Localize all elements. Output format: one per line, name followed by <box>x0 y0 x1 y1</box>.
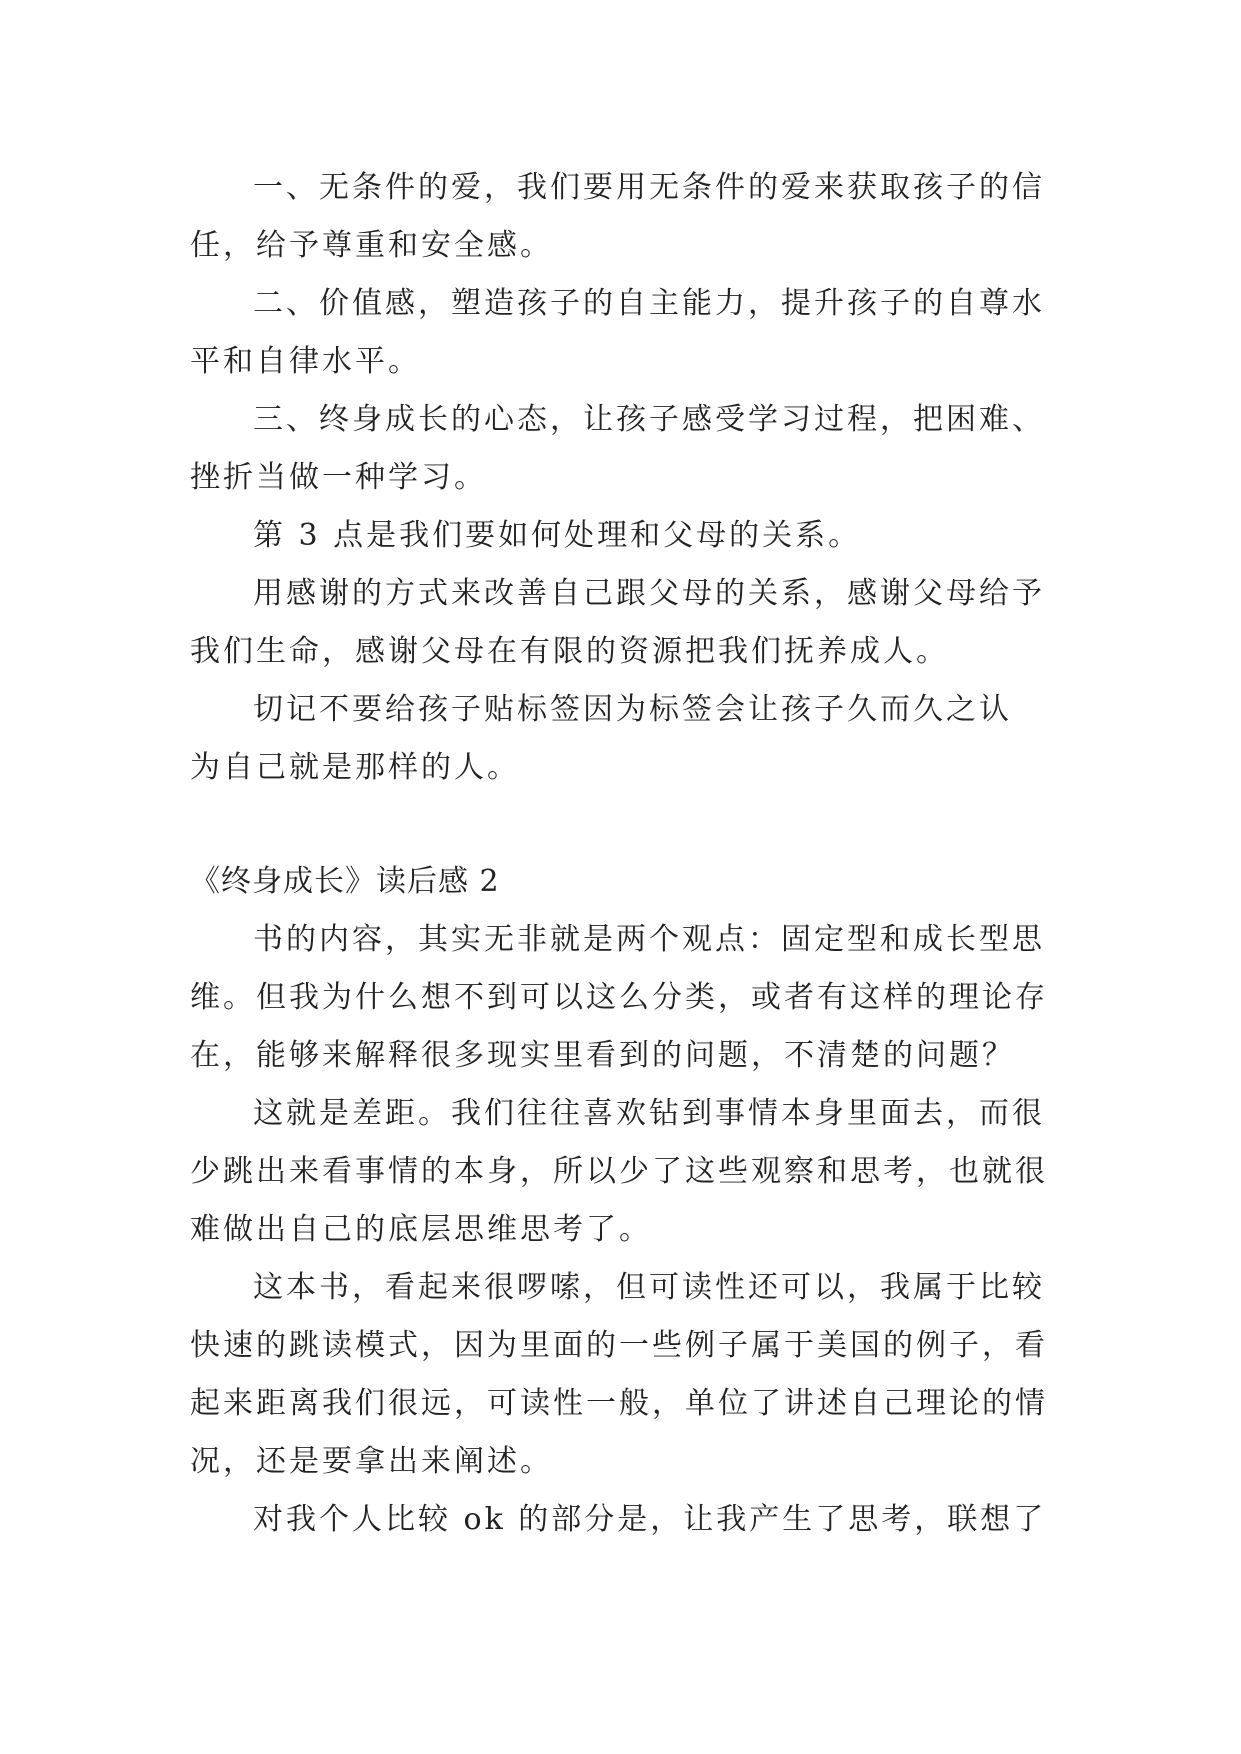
paragraph-line: 为自己就是那样的人。 <box>190 750 520 785</box>
paragraph-line: 这本书，看起来很啰嗦，但可读性还可以，我属于比较 <box>253 1270 1045 1305</box>
paragraph-line: 况，还是要拿出来阐述。 <box>190 1444 553 1479</box>
paragraph-line: 切记不要给孩子贴标签因为标签会让孩子久而久之认 <box>253 692 1012 727</box>
paragraph-line: 起来距离我们很远，可读性一般，单位了讲述自己理论的情 <box>190 1386 1048 1421</box>
paragraph-line: 对我个人比较 ok 的部分是，让我产生了思考，联想了 <box>253 1502 1047 1537</box>
section-title: 《终身成长》读后感 2 <box>190 864 500 899</box>
paragraph-line: 在，能够来解释很多现实里看到的问题，不清楚的问题？ <box>190 1038 1015 1073</box>
paragraph-line: 快速的跳读模式，因为里面的一些例子属于美国的例子，看 <box>190 1328 1048 1363</box>
paragraph-line: 少跳出来看事情的本身，所以少了这些观察和思考，也就很 <box>190 1154 1048 1189</box>
paragraph-line: 二、价值感，塑造孩子的自主能力，提升孩子的自尊水 <box>253 286 1045 321</box>
paragraph-line: 用感谢的方式来改善自己跟父母的关系，感谢父母给予 <box>253 576 1045 611</box>
paragraph-line: 这就是差距。我们往往喜欢钻到事情本身里面去，而很 <box>253 1096 1045 1131</box>
paragraph-line: 维。但我为什么想不到可以这么分类，或者有这样的理论存 <box>190 980 1048 1015</box>
paragraph-line: 第 3 点是我们要如何处理和父母的关系。 <box>253 518 862 553</box>
paragraph-line: 书的内容，其实无非就是两个观点：固定型和成长型思 <box>253 922 1045 957</box>
paragraph-line: 任，给予尊重和安全感。 <box>190 228 553 263</box>
paragraph-line: 三、终身成长的心态，让孩子感受学习过程，把困难、 <box>253 402 1045 437</box>
paragraph-line: 挫折当做一种学习。 <box>190 460 487 495</box>
paragraph-line: 一、无条件的爱，我们要用无条件的爱来获取孩子的信 <box>253 170 1045 205</box>
paragraph-line: 平和自律水平。 <box>190 344 421 379</box>
paragraph-line: 我们生命，感谢父母在有限的资源把我们抚养成人。 <box>190 634 949 669</box>
paragraph-line: 难做出自己的底层思维思考了。 <box>190 1212 652 1247</box>
